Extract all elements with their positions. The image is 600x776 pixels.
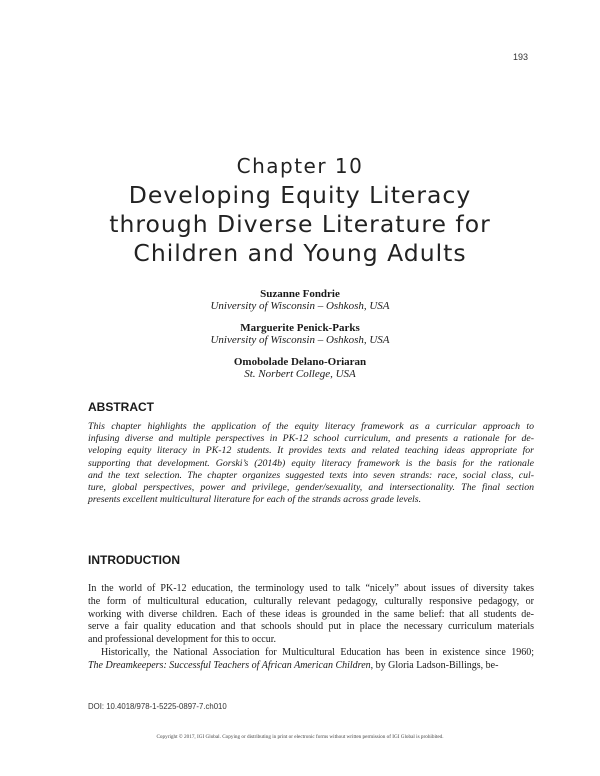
abstract-line: veloping equity literacy in PK-12 students. It provides texts and related teaching ideas appropriate for xyxy=(88,445,534,457)
abstract-line: infusing diverse and multiple perspectives in PK-12 school curriculum, and presents a rationale for de- xyxy=(88,433,534,445)
body-line: and professional development for this to occur. xyxy=(88,634,277,646)
author-name: Marguerite Penick-Parks xyxy=(240,322,360,334)
copyright-notice: Copyright © 2017, IGI Global. Copying or distributing in print or electronic forms without written permission of IGI Global is prohibited. xyxy=(156,734,444,740)
body-line-continuation: , by Gloria Ladson-Billings, be- xyxy=(370,659,499,671)
body-line xyxy=(88,660,534,673)
body-line: serve a fair quality education and that schools should put in place the necessary curriculum materials xyxy=(88,621,534,633)
author-entry xyxy=(0,288,600,312)
body-line: In the world of PK-12 education, the terminology used to talk “nicely” about issues of diversity takes xyxy=(88,583,534,594)
chapter-title-line: Children and Young Adults xyxy=(133,239,467,267)
chapter-label: Chapter 10 xyxy=(236,154,364,178)
body-line: the form of multicultural education, culturally relevant pedagogy, culturally responsive pedagogy, or xyxy=(88,595,534,607)
chapter-title-line: through Diverse Literature for xyxy=(109,210,491,238)
author-entry xyxy=(0,356,600,380)
introduction-heading: INTRODUCTION xyxy=(88,553,180,567)
abstract-text xyxy=(88,421,534,506)
author-affiliation: University of Wisconsin – Oshkosh, USA xyxy=(210,300,390,312)
abstract-line: presents excellent multicultural literature for each of the strands across grade levels. xyxy=(88,494,422,506)
abstract-line: ture, global perspectives, power and privilege, gender/sexuality, and intersectionality. The final section xyxy=(88,482,534,494)
abstract-line: and the text selection. The chapter organizes suggested texts into seven strands: race, social class, cul- xyxy=(88,469,534,481)
author-entry xyxy=(0,322,600,346)
page-number: 193 xyxy=(512,52,528,62)
body-line: Historically, the National Association for Multicultural Education has been in existence since 1960; xyxy=(101,646,534,658)
author-name: Suzanne Fondrie xyxy=(260,288,340,300)
abstract-heading: ABSTRACT xyxy=(88,400,154,414)
abstract-line: This chapter highlights the application of the equity literacy framework as a curricular approach to xyxy=(88,421,534,432)
chapter-title-line: Developing Equity Literacy xyxy=(128,181,472,209)
book-title: The Dreamkeepers: Successful Teachers of African American Children xyxy=(88,659,371,671)
author-list xyxy=(0,288,600,390)
body-line: working with diverse children. Each of these ideas is grounded in the same belief: that all students de- xyxy=(88,608,534,620)
author-affiliation: St. Norbert College, USA xyxy=(244,368,356,380)
introduction-text xyxy=(88,583,534,673)
author-affiliation: University of Wisconsin – Oshkosh, USA xyxy=(210,334,390,346)
author-name: Omobolade Delano-Oriaran xyxy=(233,356,367,368)
chapter-title xyxy=(0,181,600,268)
abstract-line: supporting that development. Gorski’s (2014b) equity literacy framework is the basis for the rationale xyxy=(88,457,534,469)
doi: DOI: 10.4018/978-1-5225-0897-7.ch010 xyxy=(88,702,227,711)
